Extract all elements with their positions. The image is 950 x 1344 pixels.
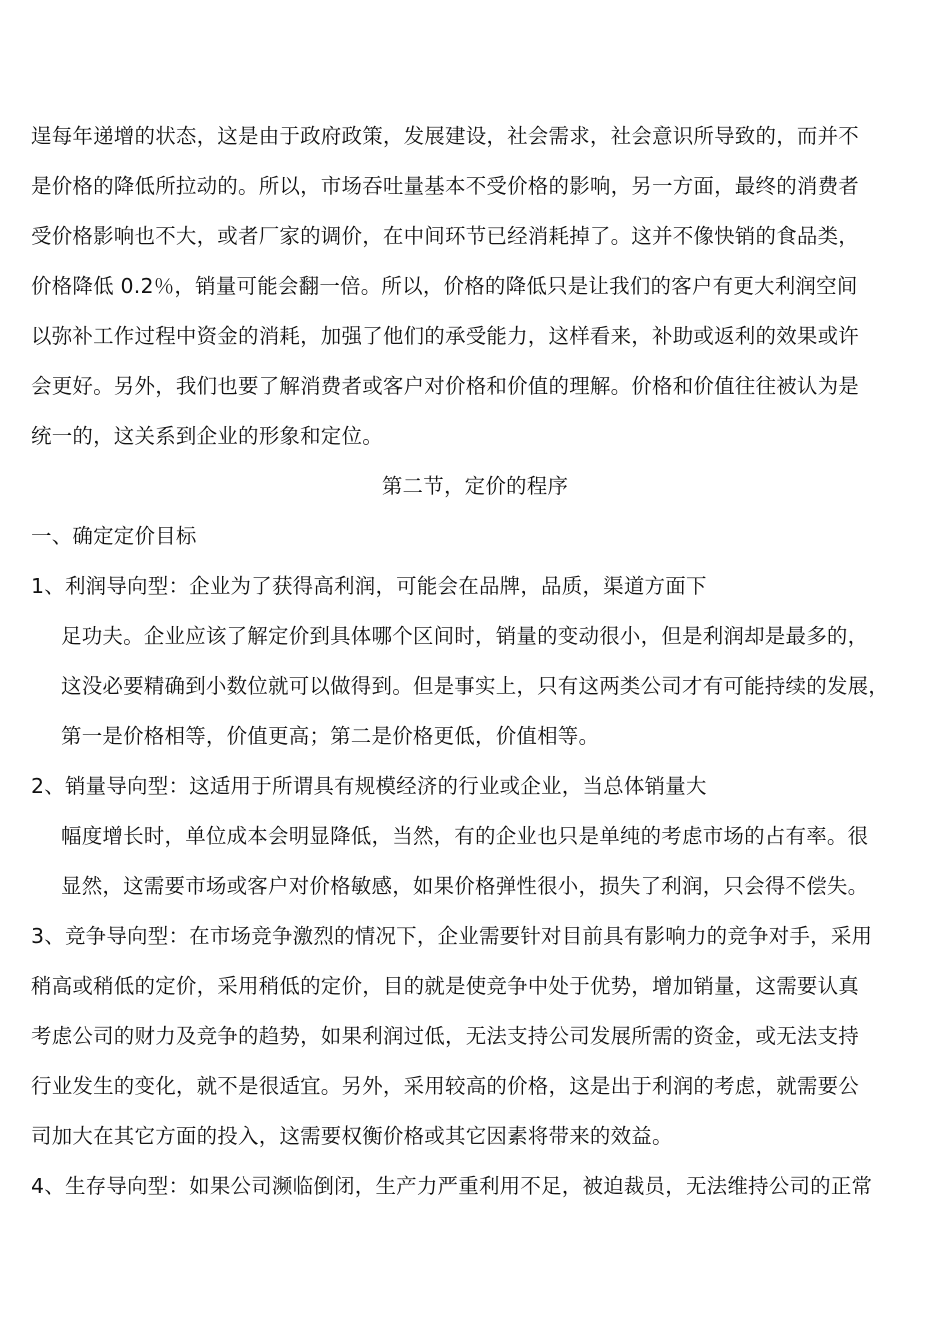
list-item-heading: 2、销量导向型：这适用于所谓具有规模经济的行业或企业，当总体销量大: [31, 774, 707, 798]
paragraph-line: 足功夫。企业应该了解定价到具体哪个区间时，销量的变动很小，但是利润却是最多的，: [61, 624, 869, 648]
paragraph-line: 统一的，这关系到企业的形象和定位。: [31, 424, 383, 448]
list-item-heading: 1、利润导向型：企业为了获得高利润，可能会在品牌，品质，渠道方面下: [31, 574, 707, 598]
list-item-heading: 4、生存导向型：如果公司濒临倒闭，生产力严重利用不足，被迫裁员，无法维持公司的正常: [31, 1174, 873, 1198]
paragraph-line: 逞每年递增的状态，这是由于政府政策，发展建设，社会需求，社会意识所导致的，而并不: [31, 124, 859, 148]
paragraph-line: 是价格的降低所拉动的。所以，市场吞吐量基本不受价格的影响，另一方面，最终的消费者: [31, 174, 859, 198]
paragraph-line: 第一是价格相等，价值更高；第二是价格更低，价值相等。: [61, 724, 600, 748]
paragraph-line: 幅度增长时，单位成本会明显降低，当然，有的企业也只是单纯的考虑市场的占有率。很: [61, 824, 869, 848]
subsection-heading: 一、确定定价目标: [31, 524, 197, 548]
paragraph-line: 稍高或稍低的定价，采用稍低的定价，目的就是使竞争中处于优势，增加销量，这需要认真: [31, 974, 859, 998]
paragraph-line: 司加大在其它方面的投入，这需要权衡价格或其它因素将带来的效益。: [31, 1124, 673, 1148]
section-heading: 第二节，定价的程序: [381, 474, 569, 498]
paragraph-line: 行业发生的变化，就不是很适宜。另外，采用较高的价格，这是出于利润的考虑，就需要公: [31, 1074, 859, 1098]
list-item-heading: 3、竞争导向型：在市场竞争激烈的情况下，企业需要针对目前具有影响力的竞争对手，采用: [31, 924, 873, 948]
paragraph-line: 以弥补工作过程中资金的消耗，加强了他们的承受能力，这样看来，补助或返利的效果或许: [31, 324, 859, 348]
paragraph-line: 显然，这需要市场或客户对价格敏感，如果价格弹性很小，损失了利润，只会得不偿失。: [61, 874, 869, 898]
paragraph-line: 会更好。另外，我们也要了解消费者或客户对价格和价值的理解。价格和价值往往被认为是: [31, 374, 859, 398]
paragraph-line: 价格降低 0.2％，销量可能会翻一倍。所以，价格的降低只是让我们的客户有更大利润空间: [31, 274, 858, 298]
paragraph-line: 考虑公司的财力及竞争的趋势，如果利润过低，无法支持公司发展所需的资金，或无法支持: [31, 1024, 859, 1048]
paragraph-line: 这没必要精确到小数位就可以做得到。但是事实上，只有这两类公司才有可能持续的发展，: [61, 674, 889, 698]
paragraph-line: 受价格影响也不大，或者厂家的调价，在中间环节已经消耗掉了。这并不像快销的食品类，: [31, 224, 859, 248]
